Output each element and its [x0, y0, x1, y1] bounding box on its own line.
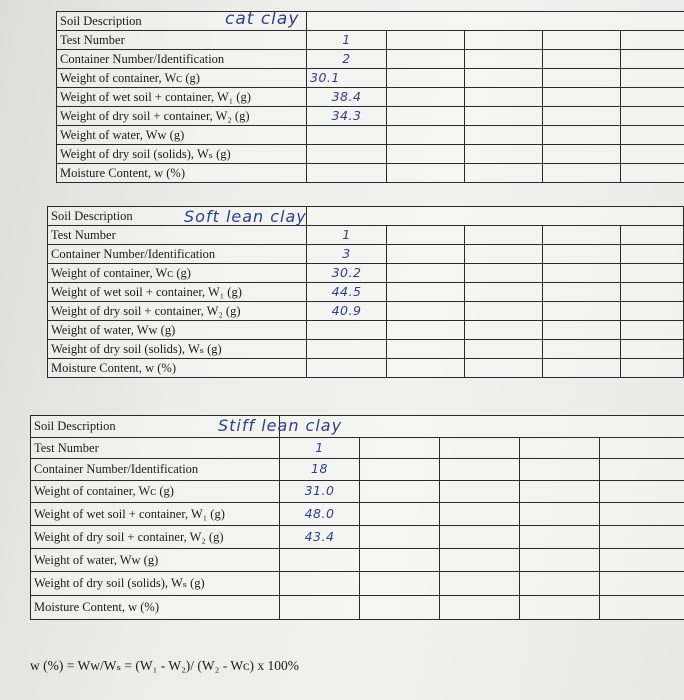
test-number-value: 1 — [307, 31, 387, 50]
row-label-weight-container: Weight of container, Wᴄ (g) — [57, 69, 307, 88]
test-number-value: 1 — [307, 226, 387, 245]
row-label-weight-dry: Weight of dry soil + container, W₂ (g) — [48, 302, 307, 321]
row-label-container-id: Container Number/Identification — [57, 50, 307, 69]
table-row — [31, 459, 684, 481]
row-label-test-number: Test Number — [31, 438, 280, 459]
row-label-moisture: Moisture Content, w (%) — [31, 596, 280, 620]
weight-container-value: 30.1 — [307, 69, 387, 88]
table-row — [57, 12, 684, 31]
table-row — [57, 164, 684, 183]
table-row — [57, 88, 684, 107]
table-row — [48, 245, 684, 264]
row-label-weight-wet: Weight of wet soil + container, W₁ (g) — [57, 88, 307, 107]
table-row — [31, 526, 684, 549]
row-label-weight-wet: Weight of wet soil + container, W₁ (g) — [48, 283, 307, 302]
row-label-soil-description: Soil Description — [48, 207, 307, 226]
table-row — [31, 549, 684, 572]
test-number-value: 1 — [280, 438, 360, 459]
table-row — [48, 359, 684, 378]
table-row — [48, 207, 684, 226]
weight-dry-value: 34.3 — [307, 107, 387, 126]
table-row — [31, 416, 684, 438]
row-label-soil-description: Soil Description — [31, 416, 280, 438]
row-label-weight-solids: Weight of dry soil (solids), Wₛ (g) — [48, 340, 307, 359]
row-label-weight-water: Weight of water, Wᴡ (g) — [48, 321, 307, 340]
table-row — [31, 596, 684, 620]
row-label-test-number: Test Number — [48, 226, 307, 245]
row-label-container-id: Container Number/Identification — [48, 245, 307, 264]
weight-container-value: 31.0 — [280, 481, 360, 503]
soil-description-value-2: Soft lean clay — [184, 207, 307, 226]
row-label-weight-water: Weight of water, Wᴡ (g) — [57, 126, 307, 145]
row-label-weight-dry: Weight of dry soil + container, W₂ (g) — [31, 526, 280, 549]
table-row — [48, 321, 684, 340]
container-id-value: 18 — [280, 459, 360, 481]
row-label-weight-water: Weight of water, Wᴡ (g) — [31, 549, 280, 572]
table-row — [48, 340, 684, 359]
table-row — [31, 438, 684, 459]
table-row — [48, 302, 684, 321]
container-id-value: 3 — [307, 245, 387, 264]
table-row — [48, 283, 684, 302]
moisture-formula: w (%) = Wᴡ/Wₛ = (W₁ - W₂)/ (W₂ - Wᴄ) x 100% — [30, 658, 300, 673]
row-label-test-number: Test Number — [57, 31, 307, 50]
row-label-weight-solids: Weight of dry soil (solids), Wₛ (g) — [57, 145, 307, 164]
table-row — [31, 572, 684, 596]
row-label-moisture: Moisture Content, w (%) — [57, 164, 307, 183]
table-row — [57, 126, 684, 145]
table-row — [48, 226, 684, 245]
table-row — [31, 481, 684, 503]
table-row — [57, 31, 684, 50]
table-row — [48, 264, 684, 283]
moisture-table-1 — [56, 11, 684, 183]
weight-container-value: 30.2 — [307, 264, 387, 283]
moisture-table-3 — [30, 415, 684, 620]
row-label-weight-solids: Weight of dry soil (solids), Wₛ (g) — [31, 572, 280, 596]
weight-dry-value: 40.9 — [307, 302, 387, 321]
table-row — [57, 145, 684, 164]
row-label-moisture: Moisture Content, w (%) — [48, 359, 307, 378]
weight-wet-value: 38.4 — [307, 88, 387, 107]
row-label-soil-description: Soil Description — [57, 12, 307, 31]
row-label-weight-wet: Weight of wet soil + container, W₁ (g) — [31, 503, 280, 526]
weight-wet-value: 44.5 — [307, 283, 387, 302]
row-label-weight-container: Weight of container, Wᴄ (g) — [31, 481, 280, 503]
soil-description-value-3: Stiff lean clay — [218, 416, 343, 435]
container-id-value: 2 — [307, 50, 387, 69]
soil-description-value-1: cat clay — [225, 9, 300, 29]
moisture-table-2 — [47, 206, 684, 378]
table-row — [57, 69, 684, 88]
weight-wet-value: 48.0 — [280, 503, 360, 526]
table-row — [31, 503, 684, 526]
row-label-weight-container: Weight of container, Wᴄ (g) — [48, 264, 307, 283]
table-row — [57, 50, 684, 69]
weight-dry-value: 43.4 — [280, 526, 360, 549]
row-label-container-id: Container Number/Identification — [31, 459, 280, 481]
row-label-weight-dry: Weight of dry soil + container, W₂ (g) — [57, 107, 307, 126]
table-row — [57, 107, 684, 126]
